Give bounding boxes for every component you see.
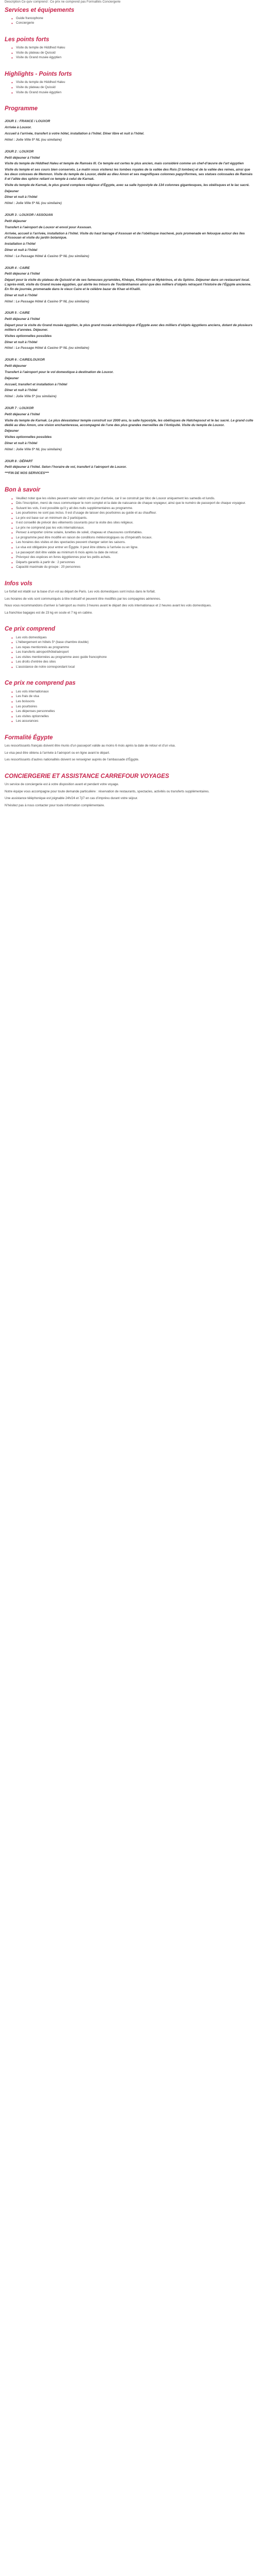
list-item: • Les droits d’entrée des sites bbox=[16, 660, 253, 665]
day-line: Arrivée à Louxor. bbox=[5, 126, 32, 130]
conciergerie-text bbox=[5, 783, 253, 808]
list-item: • Le prix ne comprend pas les vols internationaux. bbox=[16, 526, 253, 531]
day-line: Visites optionnelles possibles bbox=[5, 435, 52, 439]
list-item: • Le passeport doit être valide au minimum 6 mois après la date de retour. bbox=[16, 551, 253, 555]
day-line: Petit déjeuner à l’hôtel. Selon l’horaire de vol, transfert à l’aéroport de Louxor. bbox=[5, 465, 127, 469]
list-item: • Capacité maximale du groupe : 20 personnes bbox=[16, 565, 253, 570]
formalite-text bbox=[5, 744, 253, 762]
programme-day bbox=[5, 150, 253, 206]
services-title: Services et équipements bbox=[5, 7, 74, 13]
day-line: Dîner et nuit à l’hôtel bbox=[5, 293, 38, 297]
day-line: Déjeuner bbox=[5, 376, 19, 380]
day-line: Départ pour la visite du plateau de Quissid et de ses fameuses pyramides, Khéops, Khéphren et Mykérinos, et du Sphinx. Déjeuner dans un restaurant local. L’après-midi, visite du Grand musée égyptien, qui abrite les trésors de Toutânkhamon ainsi que des milliers d’objets retraçant l’histoire de l’Égypte ancienne. En fin de journée, promenade dans le vieux Caire et le célèbre bazar de Khan el-Khalili. bbox=[5, 278, 252, 291]
list-item: • Le prix est base sur un minimum de 2 participants. bbox=[16, 516, 253, 521]
list-item: • Départs garantis à partir de : 2 personnes bbox=[16, 561, 253, 565]
day-line: Visite du temple de Hiddhed Haleu et temple de Ramsès III. Ce temple est certes le plus ancien, mais considéré comme un chef-d’œuvre de l'art égyptien bbox=[5, 162, 244, 166]
paragraph: Les horaires de vols sont communiqués à titre indicatif et peuvent être modifiés par les compagnies aériennes. bbox=[5, 597, 161, 601]
day-hotel: Hôtel : Jolie Ville 5* NL (ou similaire) bbox=[5, 447, 62, 451]
highlights-title: Highlights - Points forts bbox=[5, 71, 72, 78]
programme-day bbox=[5, 266, 253, 304]
day-line: ***FIN DE NOS SERVICES*** bbox=[5, 471, 49, 476]
list-item: • Visite du Grand musée égyptien bbox=[16, 56, 253, 60]
ne-comprend-list bbox=[5, 690, 253, 724]
programme-day bbox=[5, 460, 253, 476]
paragraph: Nous vous recommandons d’arriver à l’aéroport au moins 3 heures avant le départ des vols internationaux et 2 heures avant les vols domestiques. bbox=[5, 604, 212, 608]
comprend-title: Ce prix comprend bbox=[5, 626, 55, 633]
day-heading: JOUR 5 : CAIRE bbox=[5, 311, 30, 315]
paragraph: N’hésitez pas à nous contacter pour toute information complémentaire. bbox=[5, 803, 105, 807]
day-line: Dîner et nuit à l’hôtel bbox=[5, 248, 38, 252]
bon-savoir-title: Bon à savoir bbox=[5, 487, 41, 494]
list-item: • L’assistance de notre correspondant local bbox=[16, 665, 253, 670]
day-hotel: Hôtel : Jolie Ville 5* NL (ou similaire) bbox=[5, 201, 62, 206]
day-heading: JOUR 3 : LOUXOR / ASSOUAN bbox=[5, 213, 53, 217]
day-line: Accueil, transfert et installation à l’hôtel bbox=[5, 382, 68, 386]
day-hotel: Hôtel : Jolie Ville 5* NL (ou similaire) bbox=[5, 138, 62, 142]
paragraph: Un service de conciergerie est à votre disposition avant et pendant votre voyage. bbox=[5, 783, 119, 787]
list-item: • Le visa est obligatoire pour entrer en Égypte. Il peut être obtenu à l’arrivée ou en ligne. bbox=[16, 546, 253, 550]
paragraph: La franchise bagages est de 23 kg en soute et 7 kg en cabine. bbox=[5, 611, 93, 615]
list-item: • Les assurances bbox=[16, 719, 253, 724]
day-line: Déjeuner bbox=[5, 429, 19, 433]
day-line: Dîner et nuit à l’hôtel bbox=[5, 340, 38, 344]
day-heading: JOUR 8 : DÉPART bbox=[5, 459, 33, 463]
day-line: Dîner et nuit à l’hôtel bbox=[5, 195, 38, 199]
paragraph: Une assistance téléphonique est joignable 24h/24 et 7j/7 en cas d’imprévu durant votre séjour. bbox=[5, 796, 138, 801]
list-item: • Les repas mentionnés au programme bbox=[16, 646, 253, 650]
list-item: • Visite du Grand musée égyptien bbox=[16, 91, 253, 95]
infos-text bbox=[5, 590, 253, 615]
list-item: • Les boissons bbox=[16, 700, 253, 704]
list-item: • Il est conseillé de prévoir des vêtements couvrants pour la visite des sites religieux. bbox=[16, 521, 253, 526]
paragraph: Le visa peut être obtenu à l’arrivée à l’aéroport ou en ligne avant le départ. bbox=[5, 751, 110, 755]
list-item: • Les horaires des visites et des spectacles peuvent changer selon les saisons. bbox=[16, 540, 253, 545]
programme-day bbox=[5, 311, 253, 351]
day-heading: JOUR 4 : CAIRE bbox=[5, 266, 30, 270]
list-item: • Visite du temple de Hiddhed Haleu bbox=[16, 46, 253, 50]
paragraph: Le forfait est établi sur la base d’un vol au départ de Paris. Les vols domestiques sont inclus dans le forfait. bbox=[5, 590, 156, 594]
list-item: • L’hébergement en hôtels 5* (base chambre double) bbox=[16, 640, 253, 645]
list-item: • Suivant les vols, il est possible qu’il y ait des nuits supplémentaires au programme. bbox=[16, 506, 253, 511]
day-line: Petit déjeuner à l’hôtel bbox=[5, 317, 40, 321]
programme-day bbox=[5, 358, 253, 399]
list-item: • Dès l’inscription, merci de nous communiquer le nom complet et la date de naissance de chaque voyageur, ainsi que le numéro de passeport de chaque voyageur. bbox=[16, 501, 253, 506]
list-item: • Conciergerie bbox=[16, 21, 253, 26]
paragraph: Notre équipe vous accompagne pour toute demande particulière : réservation de restaurants, spectacles, activités ou transferts supplémentaires. bbox=[5, 789, 209, 793]
page bbox=[0, 0, 258, 808]
day-line: Départ pour la visite du Grand musée égyptien, le plus grand musée archéologique d’Égypte avec des milliers d’objets égyptiens anciens, dotant de plusieurs milliers d’années. Déjeuner. bbox=[5, 324, 253, 332]
day-line: Visite du temple de Karnak. Le plus dévastateur temple construit sur 2000 ans, la salle hypostyle, les obélisques de Hatchepsout et le lac sacré. Le grand culte dédié au dieu Amon, une vision enchanteresse, accompagné de l'une des plus grandes merveilles de l'Antiquité. Visite du temple de Louxor. bbox=[5, 418, 253, 427]
highlights-list bbox=[5, 80, 253, 95]
list-item: • Le programme peut être modifié en raison de conditions météorologiques ou d’impératifs locaux. bbox=[16, 536, 253, 540]
list-item: • Les vols domestiques bbox=[16, 636, 253, 640]
list-item: • Les visites optionnelles bbox=[16, 715, 253, 719]
programme-day bbox=[5, 120, 253, 142]
programme-days bbox=[5, 120, 253, 476]
services-list bbox=[5, 16, 253, 26]
day-hotel: Hôtel : Le Passage Hôtel & Casino 5* NL (ou similaire) bbox=[5, 346, 89, 350]
list-item: • Visite du temple de Hiddhed Haleu bbox=[16, 80, 253, 85]
list-item: • Les transferts aéroport/hôtel/aéroport bbox=[16, 650, 253, 655]
day-line: Installation à l’hôtel bbox=[5, 242, 36, 246]
day-heading: JOUR 1 : FRANCE / LOUXOR bbox=[5, 120, 51, 124]
list-item: • Les vols internationaux bbox=[16, 690, 253, 694]
comprend-list bbox=[5, 636, 253, 670]
list-item: • Veuillez noter que les visites peuvent varier selon votre jour d’arrivée, car il se construit par bloc de Louxor uniquement les samedis et lundis. bbox=[16, 497, 253, 501]
day-line: Petit déjeuner à l’hôtel bbox=[5, 156, 40, 160]
points-forts-title: Les points forts bbox=[5, 37, 50, 43]
day-line: Visites optionnelles possibles bbox=[5, 334, 52, 338]
day-hotel: Hôtel : Le Passage Hôtel & Casino 5* NL (ou similaire) bbox=[5, 299, 89, 303]
day-hotel: Hôtel : Le Passage Hôtel & Casino 5* NL (ou similaire) bbox=[5, 254, 89, 258]
formalite-title: Formalité Égypte bbox=[5, 734, 53, 741]
paragraph: Les ressortissants français doivent être munis d’un passeport valide au moins 6 mois après la date de retour et d’un visa. bbox=[5, 744, 176, 748]
day-line: Accueil à l’arrivée, transfert à votre hôtel, installation à l’hôtel. Dîner libre et nuit à l’hôtel. bbox=[5, 132, 144, 136]
day-line: Arrivée, accueil à l’arrivée, installation à l’hôtel. Visite du haut barrage d’Assouan et de l’obélisque inachevé, puis promenade en felouque autour des îles d’Assouan et visite du jardin botanique. bbox=[5, 231, 245, 240]
paragraph: Les ressortissants d’autres nationalités doivent se renseigner auprès de l’ambassade d’Égypte. bbox=[5, 758, 139, 762]
day-heading: JOUR 7 : LOUXOR bbox=[5, 406, 34, 411]
list-item: • Les pourboires ne sont pas inclus. Il est d’usage de laisser des pourboires au guide et au chauffeur. bbox=[16, 511, 253, 516]
points-forts-list bbox=[5, 46, 253, 60]
day-line: Transfert à l’aéroport de Louxor et envol pour Assouan. bbox=[5, 225, 92, 229]
day-line: Dîner et nuit à l’hôtel bbox=[5, 442, 38, 445]
programme-title: Programme bbox=[5, 106, 38, 112]
day-line: Petit déjeuner bbox=[5, 219, 27, 223]
day-line: Déjeuner bbox=[5, 189, 19, 193]
day-heading: JOUR 6 : CAIRE/LOUXOR bbox=[5, 358, 45, 362]
programme-day bbox=[5, 406, 253, 452]
infos-title: Infos vols bbox=[5, 580, 33, 587]
day-line: Visite du temple de Karnak, le plus grand complexe religieux d’Égypte, avec sa salle hypostyle de 134 colonnes gigantesques, les obélisques et le lac sacré. bbox=[5, 183, 250, 187]
list-item: • Guide francophone bbox=[16, 16, 253, 21]
ne-comprend-title: Ce prix ne comprend pas bbox=[5, 680, 76, 687]
day-hotel: Hôtel : Jolie Ville 5* (ou similaire) bbox=[5, 395, 57, 399]
programme-day bbox=[5, 213, 253, 259]
list-item: • Pensez à emporter crème solaire, lunettes de soleil, chapeau et chaussures confortables. bbox=[16, 531, 253, 535]
bon-savoir-list bbox=[5, 497, 253, 570]
list-item: • Les frais de visa bbox=[16, 694, 253, 699]
day-line: Petit déjeuner à l’hôtel bbox=[5, 412, 40, 416]
list-item: • Les visites mentionnées au programme avec guide francophone bbox=[16, 655, 253, 660]
list-item: • Visite du plateau de Quissid bbox=[16, 86, 253, 90]
list-item: • Visite du plateau de Quissid bbox=[16, 51, 253, 56]
day-line: Transfert à l’aéroport pour le vol domestique à destination de Louxor. bbox=[5, 370, 114, 374]
day-line: Petit déjeuner bbox=[5, 364, 27, 368]
day-line: Dîner et nuit à l’hôtel bbox=[5, 388, 38, 393]
intro-text: Description Ce quiv comprend : Ce prix ne comprend pas Formalités Conciergerie bbox=[5, 0, 121, 4]
list-item: • Les dépenses personnelles bbox=[16, 709, 253, 714]
list-item: • Les pourboires bbox=[16, 705, 253, 709]
day-heading: JOUR 2 : LOUXOR bbox=[5, 149, 34, 154]
conciergerie-title: CONCIERGERIE ET ASSISTANCE CARREFOUR VOYAGES bbox=[5, 773, 169, 779]
day-line: Petit déjeuner à l’hôtel bbox=[5, 272, 40, 276]
list-item: • Prévoyez des espèces en livres égyptiennes pour les petits achats. bbox=[16, 555, 253, 560]
day-line: Visite du temple et ses cours bien conservés. Le matin vous visiterez les tombes royales de la vallée des Rois (3 tombes) et de la vallée des reines, ainsi que les deux colosses de Memnon. Visite du temple de Louxor, dédié au dieu Amon et ses magnifiques colonnes papyriformes, ses statues colossales de Ramsès II et l’allée des sphinx reliant ce temple à celui de Karnak. bbox=[5, 168, 253, 181]
